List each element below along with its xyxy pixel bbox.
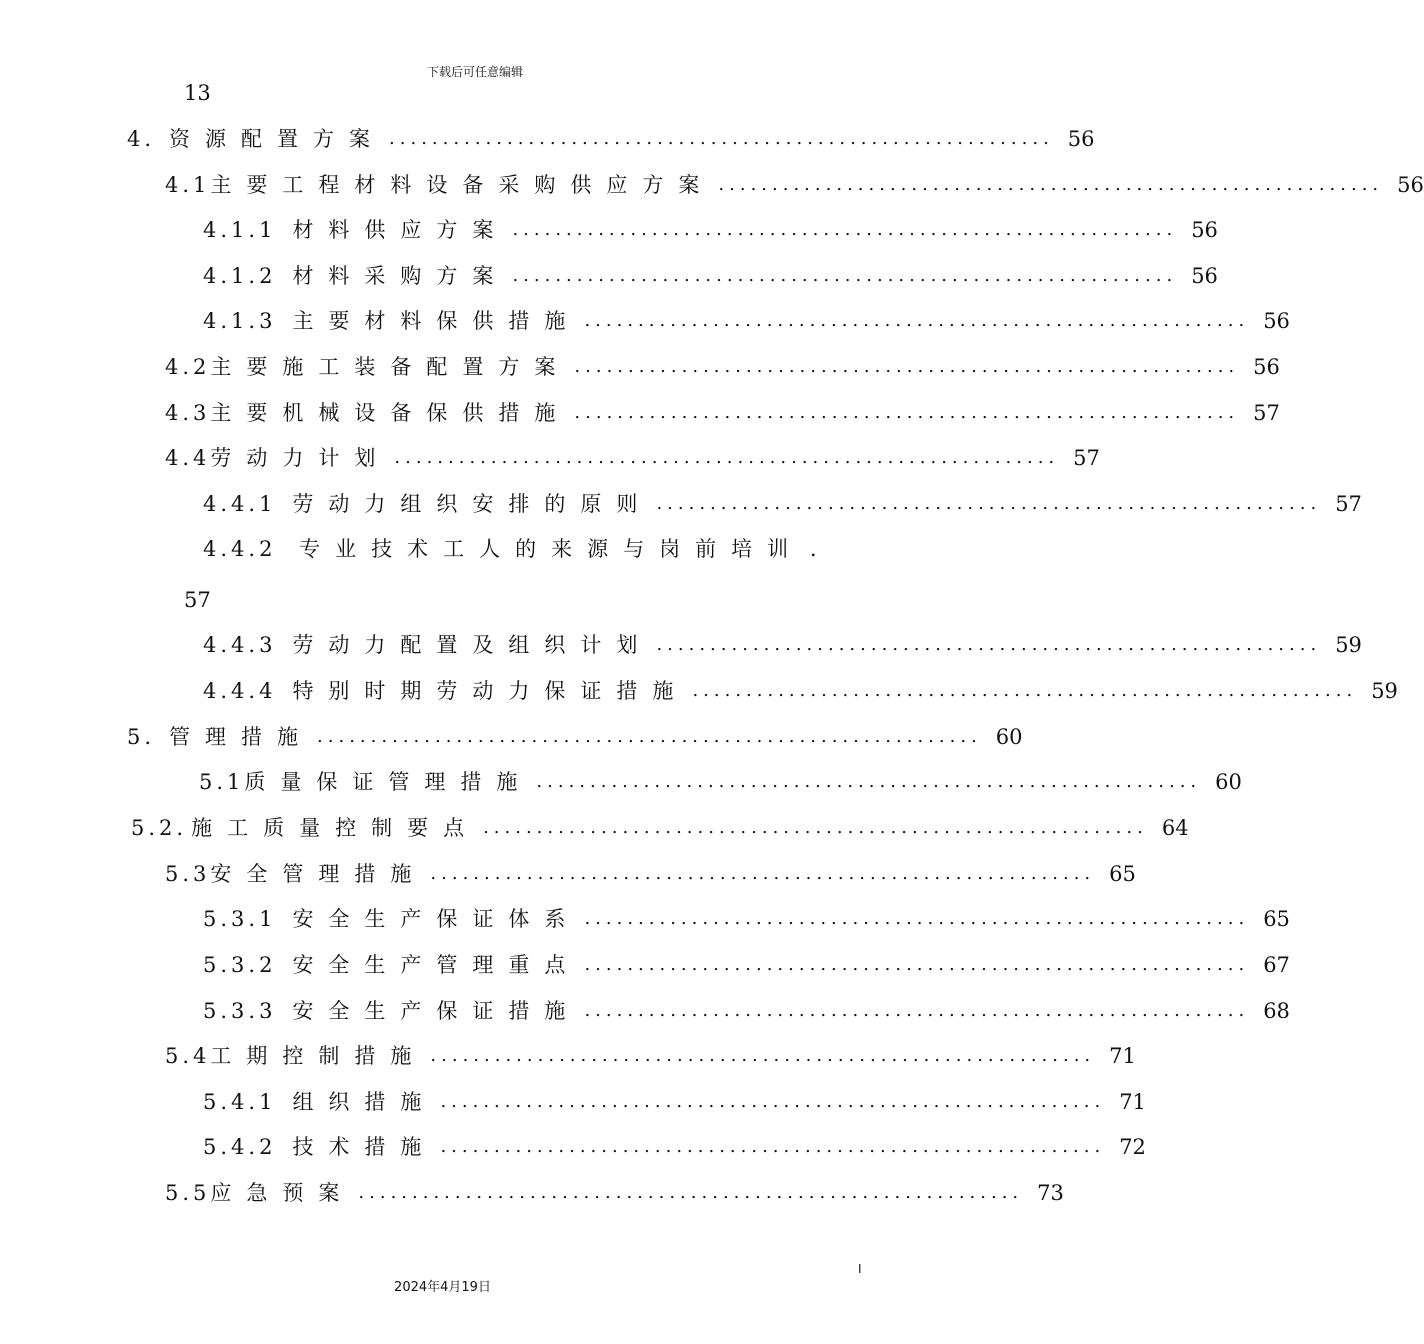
toc-entry-page: 56	[1067, 127, 1095, 151]
toc-entry-page: 64	[1161, 816, 1189, 840]
toc-dot-leader: ..............................................................	[536, 771, 1202, 792]
toc-entry-page: 57	[1073, 446, 1100, 470]
toc-entry-number: 4.1.2	[203, 264, 277, 288]
toc-entry-page: 56	[1263, 309, 1290, 333]
toc-entry-number: 4.4.3	[203, 633, 277, 657]
toc-entry-title: 技术措施	[292, 1135, 437, 1159]
toc-entry-page: 71	[1109, 1044, 1136, 1068]
toc-entry-number: 5.5	[165, 1181, 211, 1205]
toc-dot-leader: ..............................................................	[394, 447, 1060, 468]
toc-entry[interactable]	[165, 859, 1136, 889]
toc-entry-title: 组织措施	[292, 1090, 437, 1114]
toc-dot-leader: ..............................................................	[440, 1091, 1106, 1112]
toc-entry[interactable]	[203, 676, 1398, 706]
toc-entry[interactable]	[203, 489, 1362, 519]
toc-entry-number: 5.	[127, 725, 156, 749]
toc-entry-page: 56	[1253, 355, 1280, 379]
toc-entry-title: 安全生产管理重点	[292, 953, 581, 977]
toc-entry-title: 工期控制措施	[210, 1044, 427, 1068]
toc-entry-number: 4.4	[165, 446, 211, 470]
toc-entry[interactable]	[165, 443, 1100, 473]
toc-entry-title: 质量保证管理措施	[244, 770, 533, 794]
toc-entry-page: 56	[1191, 218, 1218, 242]
toc-dot-leader: ..............................................................	[440, 1136, 1106, 1157]
toc-entry-title: 施工质量控制要点	[191, 816, 480, 840]
toc-entry-number: 4.3	[165, 401, 211, 425]
toc-entry-number: 4.1	[165, 173, 211, 197]
toc-entry-page: 59	[1335, 633, 1362, 657]
toc-entry-title: 材料采购方案	[292, 264, 509, 288]
toc-dot-leader: ..............................................................	[512, 265, 1178, 286]
toc-entry-page: 71	[1119, 1090, 1146, 1114]
toc-entry-title: 主要工程材料设备采购供应方案	[210, 173, 715, 197]
toc-entry[interactable]	[203, 950, 1290, 980]
toc-entry-title: 主要材料保供措施	[292, 309, 581, 333]
toc-entry-number: 4.4.1	[203, 492, 277, 516]
toc-entry-page: 57	[1253, 401, 1280, 425]
toc-entry-title: 劳动力配置及组织计划	[292, 633, 653, 657]
toc-entry-title: 管理措施	[169, 725, 314, 749]
toc-overflow-page: 13	[184, 81, 211, 105]
toc-entry-number: 4.1.3	[203, 309, 277, 333]
toc-entry-number: 5.3	[165, 862, 211, 886]
toc-entry-title: 劳动力计划	[210, 446, 391, 470]
toc-entry[interactable]	[165, 1041, 1136, 1071]
toc-entry-title: 劳动力组织安排的原则	[292, 492, 653, 516]
toc-entry-page: 59	[1371, 679, 1398, 703]
toc-entry[interactable]	[127, 124, 1095, 154]
toc-entry-page: 60	[995, 725, 1023, 749]
toc-entry-title: 专业技术工人的来源与岗前培训	[299, 537, 804, 561]
toc-dot-leader: ..............................................................	[317, 726, 982, 747]
toc-entry-page: 73	[1037, 1181, 1064, 1205]
toc-entry[interactable]	[127, 722, 1023, 752]
toc-entry-page: 60	[1215, 770, 1242, 794]
toc-dot-leader: ..............................................................	[584, 908, 1250, 929]
toc-dot-leader: ..............................................................	[574, 356, 1240, 377]
toc-dot-leader: ..............................................................	[483, 817, 1148, 838]
toc-entry-number: 4.4.2	[203, 537, 277, 561]
toc-entry-page: 72	[1119, 1135, 1146, 1159]
toc-entry[interactable]	[165, 1178, 1064, 1208]
toc-entry-title: 安全生产保证体系	[292, 907, 581, 931]
toc-entry-title: 应急预案	[210, 1181, 355, 1205]
toc-entry-number: 4.4.4	[203, 679, 277, 703]
toc-entry-number: 5.4.1	[203, 1090, 277, 1114]
toc-entry-number: 5.4.2	[203, 1135, 277, 1159]
toc-entry[interactable]	[203, 630, 1362, 660]
toc-entry-page: 65	[1109, 862, 1136, 886]
toc-dot-leader: ..............................................................	[584, 1000, 1250, 1021]
toc-entry[interactable]	[203, 1087, 1146, 1117]
toc-dot-leader: ..............................................................	[430, 1045, 1096, 1066]
toc-entry-number: 4.	[127, 127, 156, 151]
toc-entry-page: 65	[1263, 907, 1290, 931]
toc-entry[interactable]	[203, 215, 1218, 245]
toc-entry-number: 4.2	[165, 355, 211, 379]
toc-entry[interactable]	[203, 261, 1218, 291]
toc-entry-page: 56	[1191, 264, 1218, 288]
toc-entry-number: 5.4	[165, 1044, 211, 1068]
page-number-mark: I	[858, 1262, 862, 1276]
toc-entry[interactable]	[165, 170, 1424, 200]
toc-dot-leader: ..............................................................	[584, 310, 1250, 331]
toc-dot-leader: ..............................................................	[656, 493, 1322, 514]
toc-entry-page: 57	[184, 588, 211, 612]
toc-entry[interactable]	[203, 996, 1290, 1026]
toc-entry-title: 安全管理措施	[210, 862, 427, 886]
toc-dot-leader: ..............................................................	[656, 634, 1322, 655]
toc-entry-number: 5.3.2	[203, 953, 277, 977]
toc-entry[interactable]	[131, 813, 1189, 843]
page-header: 下载后可任意编辑	[426, 65, 523, 79]
toc-dot-leader: ..............................................................	[512, 219, 1178, 240]
toc-entry[interactable]	[165, 352, 1280, 382]
toc-entry-title: 资源配置方案	[169, 127, 386, 151]
toc-dot-leader: ..............................................................	[358, 1182, 1024, 1203]
toc-entry[interactable]	[203, 306, 1290, 336]
toc-entry-title: 安全生产保证措施	[292, 999, 581, 1023]
toc-entry[interactable]	[203, 1132, 1146, 1162]
toc-entry-page: 56	[1397, 173, 1424, 197]
toc-entry-page: 57	[1335, 492, 1362, 516]
toc-entry-number: 5.1	[199, 770, 245, 794]
toc-dot-leader: ..............................................................	[584, 954, 1250, 975]
toc-entry-wrapped[interactable]	[203, 534, 817, 564]
page-footer-date: 2024年4月19日	[394, 1280, 491, 1295]
toc-entry-title: 主要施工装备配置方案	[210, 355, 571, 379]
toc-entry[interactable]	[199, 767, 1242, 797]
toc-entry-number: 5.3.1	[203, 907, 277, 931]
toc-dot-leader: ..............................................................	[574, 402, 1240, 423]
toc-dot-leader: ..............................................................	[430, 863, 1096, 884]
toc-entry-number: 5.2.	[131, 816, 188, 840]
toc-entry-title: 主要机械设备保供措施	[210, 401, 571, 425]
toc-dot-leader: .	[809, 537, 817, 561]
toc-entry-page: 68	[1263, 999, 1290, 1023]
toc-entry-title: 材料供应方案	[292, 218, 509, 242]
toc-entry-number: 4.1.1	[203, 218, 277, 242]
toc-dot-leader: ..............................................................	[718, 174, 1384, 195]
toc-dot-leader: ..............................................................	[389, 128, 1054, 149]
toc-entry[interactable]	[203, 904, 1290, 934]
toc-entry-number: 5.3.3	[203, 999, 277, 1023]
toc-entry-title: 特别时期劳动力保证措施	[292, 679, 689, 703]
toc-dot-leader: ..............................................................	[692, 680, 1358, 701]
toc-entry[interactable]	[165, 398, 1280, 428]
toc-entry-page: 67	[1263, 953, 1290, 977]
